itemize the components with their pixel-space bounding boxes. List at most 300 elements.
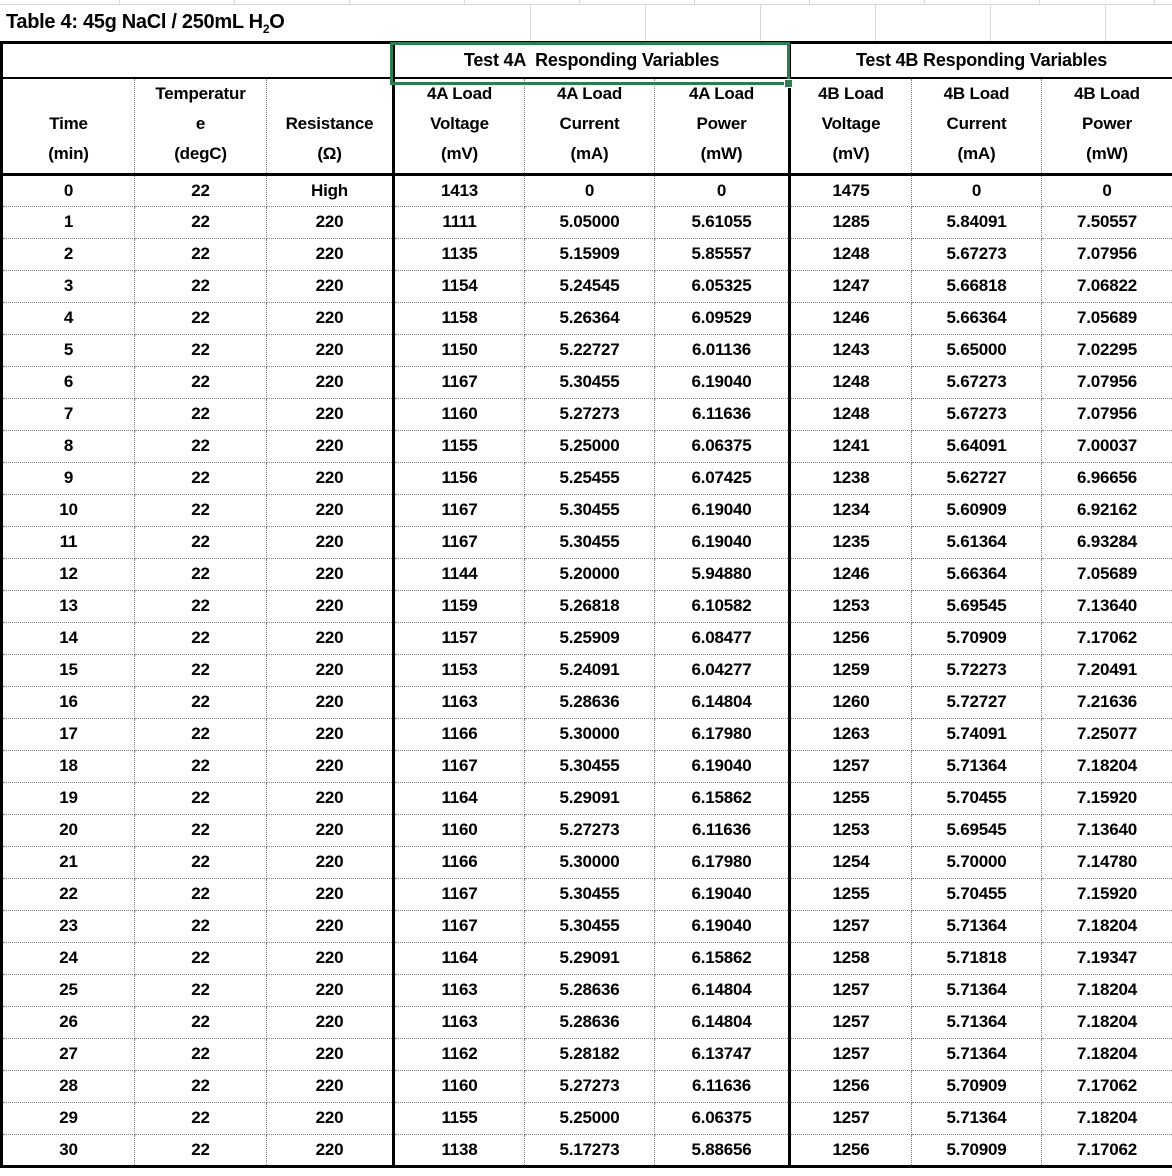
- table-cell[interactable]: 22: [135, 878, 267, 910]
- table-cell[interactable]: 1164: [394, 782, 525, 814]
- table-cell[interactable]: 1167: [394, 494, 525, 526]
- table-cell[interactable]: 0: [912, 174, 1042, 206]
- column-header-4b-load-power[interactable]: 4B Load Power (mW): [1042, 78, 1172, 175]
- table-cell[interactable]: 0: [1042, 174, 1172, 206]
- table-cell[interactable]: 7.07956: [1042, 366, 1172, 398]
- table-cell[interactable]: 5.84091: [912, 206, 1042, 238]
- table-cell[interactable]: 25: [2, 974, 135, 1006]
- table-cell[interactable]: 5.60909: [912, 494, 1042, 526]
- table-cell[interactable]: 1167: [394, 878, 525, 910]
- table-cell[interactable]: 220: [267, 1070, 394, 1102]
- table-cell[interactable]: 1257: [790, 910, 912, 942]
- table-cell[interactable]: 7.00037: [1042, 430, 1172, 462]
- table-cell[interactable]: 9: [2, 462, 135, 494]
- table-cell[interactable]: 220: [267, 1006, 394, 1038]
- table-cell[interactable]: 5.30455: [525, 494, 655, 526]
- table-cell[interactable]: 7.05689: [1042, 558, 1172, 590]
- column-header-resistance[interactable]: Resistance (Ω): [267, 78, 394, 175]
- table-cell[interactable]: 1253: [790, 590, 912, 622]
- table-cell[interactable]: 5.30455: [525, 526, 655, 558]
- table-cell[interactable]: 22: [135, 494, 267, 526]
- table-cell[interactable]: 21: [2, 846, 135, 878]
- table-cell[interactable]: 28: [2, 1070, 135, 1102]
- table-cell[interactable]: 220: [267, 622, 394, 654]
- table-cell[interactable]: 12: [2, 558, 135, 590]
- table-cell[interactable]: 7.17062: [1042, 1070, 1172, 1102]
- table-cell[interactable]: 1160: [394, 814, 525, 846]
- table-cell[interactable]: 1167: [394, 526, 525, 558]
- table-cell[interactable]: 1166: [394, 846, 525, 878]
- table-cell[interactable]: 1259: [790, 654, 912, 686]
- table-cell[interactable]: 1167: [394, 366, 525, 398]
- table-cell[interactable]: 3: [2, 270, 135, 302]
- table-cell[interactable]: 1111: [394, 206, 525, 238]
- table-cell[interactable]: 7.14780: [1042, 846, 1172, 878]
- table-cell[interactable]: 29: [2, 1102, 135, 1134]
- table-cell[interactable]: 6.14804: [655, 686, 790, 718]
- table-cell[interactable]: 22: [135, 334, 267, 366]
- table-cell[interactable]: 5.30455: [525, 910, 655, 942]
- table-cell[interactable]: 15: [2, 654, 135, 686]
- column-header-4a-load-voltage[interactable]: 4A Load Voltage (mV): [394, 78, 525, 175]
- table-cell[interactable]: 220: [267, 1102, 394, 1134]
- table-cell[interactable]: 1135: [394, 238, 525, 270]
- table-cell[interactable]: 5.74091: [912, 718, 1042, 750]
- table-cell[interactable]: 5.27273: [525, 814, 655, 846]
- table-cell[interactable]: 5.20000: [525, 558, 655, 590]
- table-cell[interactable]: 220: [267, 494, 394, 526]
- column-header-4a-load-power[interactable]: 4A Load Power (mW): [655, 78, 790, 175]
- table-cell[interactable]: 1257: [790, 1006, 912, 1038]
- table-cell[interactable]: 1234: [790, 494, 912, 526]
- table-cell[interactable]: 0: [655, 174, 790, 206]
- table-cell[interactable]: 22: [135, 462, 267, 494]
- table-cell[interactable]: 220: [267, 206, 394, 238]
- table-cell[interactable]: 6.07425: [655, 462, 790, 494]
- table-cell[interactable]: 5.61055: [655, 206, 790, 238]
- table-cell[interactable]: 6.17980: [655, 846, 790, 878]
- table-cell[interactable]: 22: [135, 782, 267, 814]
- table-cell[interactable]: 5.65000: [912, 334, 1042, 366]
- table-cell[interactable]: 5.24091: [525, 654, 655, 686]
- table-cell[interactable]: 220: [267, 366, 394, 398]
- table-cell[interactable]: 7.18204: [1042, 750, 1172, 782]
- column-header-time[interactable]: Time (min): [2, 78, 135, 175]
- table-cell[interactable]: 5.71364: [912, 1038, 1042, 1070]
- table-cell[interactable]: 220: [267, 782, 394, 814]
- table-cell[interactable]: 0: [525, 174, 655, 206]
- table-cell[interactable]: 1155: [394, 1102, 525, 1134]
- table-cell[interactable]: 6.14804: [655, 1006, 790, 1038]
- table-cell[interactable]: 6.05325: [655, 270, 790, 302]
- table-cell[interactable]: 1: [2, 206, 135, 238]
- table-cell[interactable]: 5.67273: [912, 238, 1042, 270]
- table-row: [2, 974, 1172, 1006]
- table-cell[interactable]: 1159: [394, 590, 525, 622]
- table-cell[interactable]: 5.72273: [912, 654, 1042, 686]
- table-cell[interactable]: 1475: [790, 174, 912, 206]
- table-cell[interactable]: 6.08477: [655, 622, 790, 654]
- table-cell[interactable]: 220: [267, 590, 394, 622]
- table-cell[interactable]: 1256: [790, 1070, 912, 1102]
- table-cell[interactable]: 1258: [790, 942, 912, 974]
- table-cell[interactable]: 5.70455: [912, 878, 1042, 910]
- table-cell[interactable]: 7.15920: [1042, 878, 1172, 910]
- table-cell[interactable]: 5.66364: [912, 302, 1042, 334]
- table-cell[interactable]: High: [267, 174, 394, 206]
- table-cell[interactable]: 22: [135, 910, 267, 942]
- table-cell[interactable]: 1238: [790, 462, 912, 494]
- table-cell[interactable]: 5.26818: [525, 590, 655, 622]
- table-cell[interactable]: 22: [135, 1134, 267, 1166]
- table-cell[interactable]: 22: [135, 1038, 267, 1070]
- table-cell[interactable]: 5.26364: [525, 302, 655, 334]
- table-cell[interactable]: 6.11636: [655, 1070, 790, 1102]
- table-cell[interactable]: 5.70000: [912, 846, 1042, 878]
- table-cell[interactable]: 220: [267, 302, 394, 334]
- table-cell[interactable]: 1166: [394, 718, 525, 750]
- table-cell[interactable]: 22: [135, 942, 267, 974]
- table-cell[interactable]: 7.20491: [1042, 654, 1172, 686]
- table-cell[interactable]: 5.28636: [525, 1006, 655, 1038]
- table-cell[interactable]: 5.71364: [912, 974, 1042, 1006]
- table-cell[interactable]: 1154: [394, 270, 525, 302]
- table-cell[interactable]: 7.50557: [1042, 206, 1172, 238]
- table-cell[interactable]: 6.96656: [1042, 462, 1172, 494]
- table-cell[interactable]: 7.18204: [1042, 974, 1172, 1006]
- table-cell[interactable]: 6.93284: [1042, 526, 1172, 558]
- table-cell[interactable]: 6.19040: [655, 878, 790, 910]
- table-cell[interactable]: 7.05689: [1042, 302, 1172, 334]
- table-cell[interactable]: 19: [2, 782, 135, 814]
- table-cell[interactable]: 1153: [394, 654, 525, 686]
- table-cell[interactable]: 1138: [394, 1134, 525, 1166]
- table-cell[interactable]: 2: [2, 238, 135, 270]
- table-cell[interactable]: 5.30455: [525, 750, 655, 782]
- table-cell[interactable]: 5.17273: [525, 1134, 655, 1166]
- table-cell[interactable]: 220: [267, 942, 394, 974]
- table-cell[interactable]: 7.07956: [1042, 238, 1172, 270]
- table-cell[interactable]: 1157: [394, 622, 525, 654]
- table-cell[interactable]: 6.14804: [655, 974, 790, 1006]
- table-cell[interactable]: 22: [135, 590, 267, 622]
- table-cell[interactable]: 1144: [394, 558, 525, 590]
- table-cell[interactable]: 7.17062: [1042, 1134, 1172, 1166]
- table-cell[interactable]: 6: [2, 366, 135, 398]
- table-cell[interactable]: 1156: [394, 462, 525, 494]
- table-cell[interactable]: 1158: [394, 302, 525, 334]
- table-cell[interactable]: 220: [267, 1038, 394, 1070]
- table-cell[interactable]: 22: [135, 206, 267, 238]
- table-cell[interactable]: 5.25909: [525, 622, 655, 654]
- table-cell[interactable]: 1164: [394, 942, 525, 974]
- table-title-subscript: 2: [262, 21, 270, 36]
- table-cell[interactable]: 7.13640: [1042, 814, 1172, 846]
- table-cell[interactable]: 0: [2, 174, 135, 206]
- table-cell[interactable]: 1163: [394, 974, 525, 1006]
- table-cell[interactable]: 5.71364: [912, 1102, 1042, 1134]
- table-cell[interactable]: 220: [267, 398, 394, 430]
- table-cell[interactable]: 5.66364: [912, 558, 1042, 590]
- table-cell[interactable]: 6.06375: [655, 430, 790, 462]
- table-cell[interactable]: 5.67273: [912, 398, 1042, 430]
- table-cell[interactable]: 220: [267, 270, 394, 302]
- table-cell[interactable]: 18: [2, 750, 135, 782]
- table-row: [2, 654, 1172, 686]
- table-cell[interactable]: 8: [2, 430, 135, 462]
- table-row: [2, 206, 1172, 238]
- table-cell[interactable]: 220: [267, 654, 394, 686]
- table-cell[interactable]: 5.70909: [912, 622, 1042, 654]
- table-cell[interactable]: 6.19040: [655, 526, 790, 558]
- table-cell[interactable]: 23: [2, 910, 135, 942]
- table-cell[interactable]: 26: [2, 1006, 135, 1038]
- table-cell[interactable]: 5.30455: [525, 878, 655, 910]
- table-cell[interactable]: 6.15862: [655, 942, 790, 974]
- table-cell[interactable]: 220: [267, 686, 394, 718]
- table-cell[interactable]: 5.30000: [525, 718, 655, 750]
- group-header-test-4a[interactable]: Test 4A Responding Variables: [394, 43, 790, 78]
- table-cell[interactable]: 5.25000: [525, 430, 655, 462]
- table-cell[interactable]: 220: [267, 462, 394, 494]
- table-cell[interactable]: 1263: [790, 718, 912, 750]
- table-cell[interactable]: 5.27273: [525, 398, 655, 430]
- table-cell[interactable]: 5.85557: [655, 238, 790, 270]
- table-cell[interactable]: 1167: [394, 910, 525, 942]
- group-header-test-4b[interactable]: Test 4B Responding Variables: [790, 43, 1172, 78]
- table-cell[interactable]: 4: [2, 302, 135, 334]
- table-cell[interactable]: 22: [135, 398, 267, 430]
- table-cell[interactable]: 13: [2, 590, 135, 622]
- table-cell[interactable]: 1253: [790, 814, 912, 846]
- table-cell[interactable]: 1155: [394, 430, 525, 462]
- table-cell[interactable]: 22: [135, 974, 267, 1006]
- table-cell[interactable]: 220: [267, 430, 394, 462]
- table-cell[interactable]: 7.18204: [1042, 1006, 1172, 1038]
- table-cell[interactable]: 22: [135, 1102, 267, 1134]
- table-cell[interactable]: 5.71364: [912, 910, 1042, 942]
- table-cell[interactable]: 220: [267, 558, 394, 590]
- column-header-4b-load-current[interactable]: 4B Load Current (mA): [912, 78, 1042, 175]
- table-cell[interactable]: 11: [2, 526, 135, 558]
- table-cell[interactable]: 1257: [790, 1038, 912, 1070]
- table-cell[interactable]: 220: [267, 878, 394, 910]
- table-cell[interactable]: 22: [135, 366, 267, 398]
- table-cell[interactable]: 5.70909: [912, 1070, 1042, 1102]
- table-cell[interactable]: 1257: [790, 974, 912, 1006]
- table-cell[interactable]: 22: [135, 430, 267, 462]
- table-cell[interactable]: 5.71818: [912, 942, 1042, 974]
- group-header-empty[interactable]: [2, 43, 394, 78]
- table-cell[interactable]: 5.30455: [525, 366, 655, 398]
- table-cell[interactable]: 6.19040: [655, 494, 790, 526]
- column-header-temperature[interactable]: Temperatur e (degC): [135, 78, 267, 175]
- table-cell[interactable]: 220: [267, 238, 394, 270]
- table-cell[interactable]: 22: [135, 750, 267, 782]
- table-cell[interactable]: 1248: [790, 366, 912, 398]
- table-cell[interactable]: 6.11636: [655, 398, 790, 430]
- table-cell[interactable]: 22: [135, 270, 267, 302]
- table-cell[interactable]: 5.72727: [912, 686, 1042, 718]
- table-cell[interactable]: 22: [135, 718, 267, 750]
- column-header-4b-load-voltage[interactable]: 4B Load Voltage (mV): [790, 78, 912, 175]
- table-row: [2, 302, 1172, 334]
- table-cell[interactable]: 1413: [394, 174, 525, 206]
- table-row: [2, 334, 1172, 366]
- table-cell[interactable]: 22: [135, 654, 267, 686]
- table-cell[interactable]: 5.28182: [525, 1038, 655, 1070]
- table-cell[interactable]: 220: [267, 334, 394, 366]
- table-cell[interactable]: 22: [135, 238, 267, 270]
- table-cell[interactable]: 7.15920: [1042, 782, 1172, 814]
- table-cell[interactable]: 5.61364: [912, 526, 1042, 558]
- table-cell[interactable]: 1248: [790, 238, 912, 270]
- table-cell[interactable]: 5.24545: [525, 270, 655, 302]
- table-cell[interactable]: 1247: [790, 270, 912, 302]
- table-cell[interactable]: 5: [2, 334, 135, 366]
- table-cell[interactable]: 1257: [790, 1102, 912, 1134]
- table-cell[interactable]: 7.18204: [1042, 1102, 1172, 1134]
- table-cell[interactable]: 22: [135, 622, 267, 654]
- table-cell[interactable]: 1254: [790, 846, 912, 878]
- table-cell[interactable]: 20: [2, 814, 135, 846]
- table-cell[interactable]: 6.17980: [655, 718, 790, 750]
- table-cell[interactable]: 6.09529: [655, 302, 790, 334]
- table-cell[interactable]: 7.06822: [1042, 270, 1172, 302]
- table-cell[interactable]: 5.15909: [525, 238, 655, 270]
- table-cell[interactable]: 1255: [790, 782, 912, 814]
- table-cell[interactable]: 5.27273: [525, 1070, 655, 1102]
- table-cell[interactable]: 5.71364: [912, 1006, 1042, 1038]
- table-cell[interactable]: 5.25455: [525, 462, 655, 494]
- table-cell[interactable]: 6.19040: [655, 910, 790, 942]
- table-cell[interactable]: 5.64091: [912, 430, 1042, 462]
- table-cell[interactable]: 1256: [790, 622, 912, 654]
- table-cell[interactable]: 1255: [790, 878, 912, 910]
- table-cell[interactable]: 220: [267, 910, 394, 942]
- table-cell[interactable]: 6.19040: [655, 750, 790, 782]
- table-cell[interactable]: 22: [135, 174, 267, 206]
- table-cell[interactable]: 22: [135, 814, 267, 846]
- table-cell[interactable]: 220: [267, 526, 394, 558]
- table-cell[interactable]: 1167: [394, 750, 525, 782]
- table-cell[interactable]: 220: [267, 1134, 394, 1166]
- table-cell[interactable]: 220: [267, 718, 394, 750]
- table-cell[interactable]: 5.22727: [525, 334, 655, 366]
- table-cell[interactable]: 6.11636: [655, 814, 790, 846]
- table-cell[interactable]: 5.28636: [525, 974, 655, 1006]
- table-cell[interactable]: 1162: [394, 1038, 525, 1070]
- table-cell[interactable]: 5.88656: [655, 1134, 790, 1166]
- table-cell[interactable]: 7.18204: [1042, 1038, 1172, 1070]
- table-cell[interactable]: 220: [267, 846, 394, 878]
- table-row: [2, 846, 1172, 878]
- table-cell[interactable]: 5.28636: [525, 686, 655, 718]
- table-cell[interactable]: 30: [2, 1134, 135, 1166]
- table-cell[interactable]: 7.07956: [1042, 398, 1172, 430]
- table-cell[interactable]: 1246: [790, 302, 912, 334]
- table-cell[interactable]: 1160: [394, 398, 525, 430]
- table-cell[interactable]: 1248: [790, 398, 912, 430]
- table-cell[interactable]: 1150: [394, 334, 525, 366]
- table-cell[interactable]: 10: [2, 494, 135, 526]
- table-cell[interactable]: 6.04277: [655, 654, 790, 686]
- table-cell[interactable]: 16: [2, 686, 135, 718]
- table-cell[interactable]: 7: [2, 398, 135, 430]
- table-cell[interactable]: 1160: [394, 1070, 525, 1102]
- table-cell[interactable]: 14: [2, 622, 135, 654]
- table-cell[interactable]: 22: [135, 1070, 267, 1102]
- table-cell[interactable]: 1285: [790, 206, 912, 238]
- table-cell[interactable]: 5.94880: [655, 558, 790, 590]
- table-cell[interactable]: 5.29091: [525, 942, 655, 974]
- table-cell[interactable]: 220: [267, 814, 394, 846]
- table-cell[interactable]: 1163: [394, 686, 525, 718]
- table-cell[interactable]: 5.70455: [912, 782, 1042, 814]
- table-cell[interactable]: 7.18204: [1042, 910, 1172, 942]
- table-cell[interactable]: 17: [2, 718, 135, 750]
- table-cell[interactable]: 27: [2, 1038, 135, 1070]
- table-cell[interactable]: 1260: [790, 686, 912, 718]
- table-cell[interactable]: 22: [135, 846, 267, 878]
- table-cell[interactable]: 22: [135, 526, 267, 558]
- table-cell[interactable]: 5.70909: [912, 1134, 1042, 1166]
- table-cell[interactable]: 22: [135, 302, 267, 334]
- table-cell[interactable]: 5.67273: [912, 366, 1042, 398]
- table-cell[interactable]: 6.06375: [655, 1102, 790, 1134]
- table-cell[interactable]: 7.25077: [1042, 718, 1172, 750]
- table-cell[interactable]: 5.30000: [525, 846, 655, 878]
- table-cell[interactable]: 1243: [790, 334, 912, 366]
- table-cell[interactable]: 5.69545: [912, 590, 1042, 622]
- table-cell[interactable]: 7.02295: [1042, 334, 1172, 366]
- table-cell[interactable]: 5.29091: [525, 782, 655, 814]
- table-cell[interactable]: 6.10582: [655, 590, 790, 622]
- table-cell[interactable]: 6.92162: [1042, 494, 1172, 526]
- table-cell[interactable]: 1235: [790, 526, 912, 558]
- table-cell[interactable]: 5.69545: [912, 814, 1042, 846]
- table-cell[interactable]: 7.19347: [1042, 942, 1172, 974]
- table-cell[interactable]: 5.71364: [912, 750, 1042, 782]
- table-cell[interactable]: 22: [2, 878, 135, 910]
- table-cell[interactable]: 6.19040: [655, 366, 790, 398]
- table-cell[interactable]: 22: [135, 1006, 267, 1038]
- table-title[interactable]: [0, 11, 284, 36]
- table-cell[interactable]: 7.17062: [1042, 622, 1172, 654]
- table-cell[interactable]: 5.62727: [912, 462, 1042, 494]
- table-cell[interactable]: 6.01136: [655, 334, 790, 366]
- table-cell[interactable]: 1257: [790, 750, 912, 782]
- table-cell[interactable]: 7.21636: [1042, 686, 1172, 718]
- table-cell[interactable]: 22: [135, 686, 267, 718]
- table-cell[interactable]: 1256: [790, 1134, 912, 1166]
- table-row: [2, 814, 1172, 846]
- table-cell[interactable]: 220: [267, 750, 394, 782]
- column-header-4a-load-current[interactable]: 4A Load Current (mA): [525, 78, 655, 175]
- table-cell[interactable]: 1241: [790, 430, 912, 462]
- table-cell[interactable]: 1163: [394, 1006, 525, 1038]
- table-cell[interactable]: 220: [267, 974, 394, 1006]
- table-cell[interactable]: 22: [135, 558, 267, 590]
- table-cell[interactable]: 1246: [790, 558, 912, 590]
- table-cell[interactable]: 24: [2, 942, 135, 974]
- table-cell[interactable]: 6.13747: [655, 1038, 790, 1070]
- table-cell[interactable]: 7.13640: [1042, 590, 1172, 622]
- table-cell[interactable]: 6.15862: [655, 782, 790, 814]
- table-cell[interactable]: 5.66818: [912, 270, 1042, 302]
- table-cell[interactable]: 5.25000: [525, 1102, 655, 1134]
- table-cell[interactable]: 5.05000: [525, 206, 655, 238]
